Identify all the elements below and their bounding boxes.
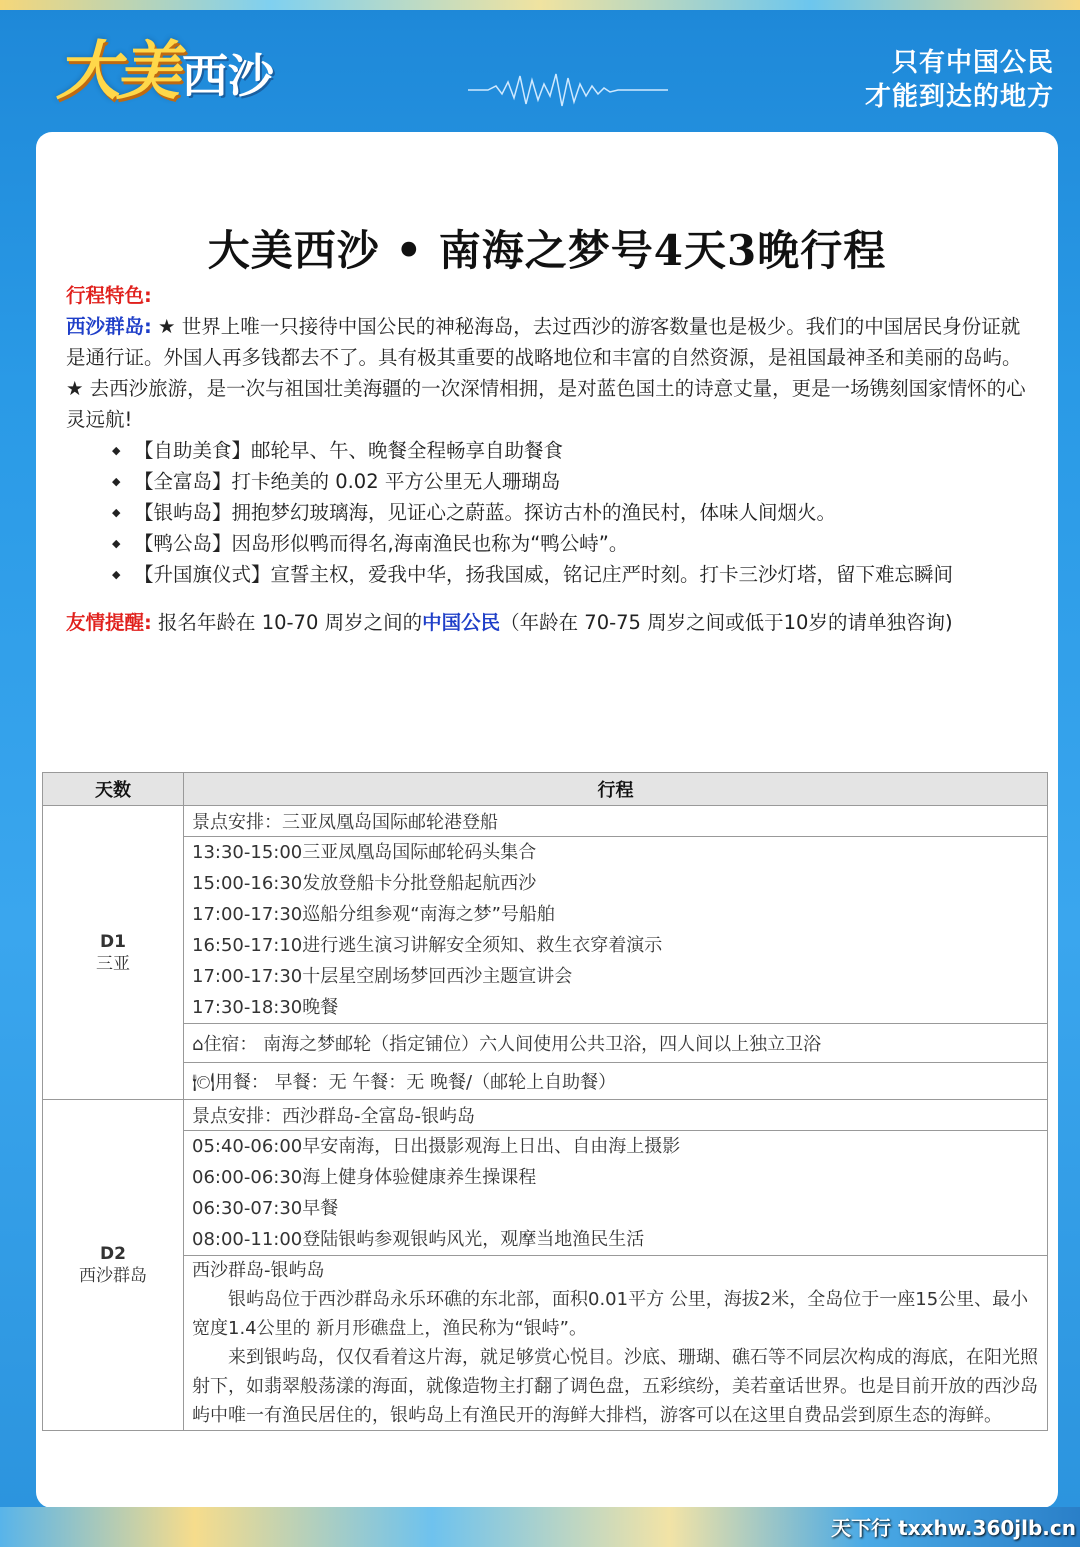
tip-label: 友情提醒: [66,611,152,634]
schedule-item: 13:30-15:00三亚凤凰岛国际邮轮码头集合 [192,842,537,863]
schedule-cell [184,837,1048,1024]
description-para1: 银屿岛位于西沙群岛永乐环礁的东北部，面积0.01平方 公里，海拔2米，全岛位于一座15公里、最小宽度1.4公里的 新月形礁盘上，渔民称为“银峙”。 [192,1289,1029,1339]
list-item: ◆ 【银屿岛】拥抱梦幻玻璃海，见证心之蔚蓝。探访古朴的渔民村，体味人间烟火。 [112,497,1026,528]
schedule-item: 05:40-06:00早安南海，日出摄影观海上日出、自由海上摄影 [192,1136,681,1157]
day-label: D2 [100,1244,126,1264]
logo-small-text: 西沙 [182,49,274,103]
tip-pre: 报名年龄在 10-70 周岁之间的 [151,611,423,634]
spots-cell: 景点安排：西沙群岛-全富岛-银屿岛 [184,1100,1048,1131]
features-label: 行程特色: [66,284,152,307]
friendly-tip [66,604,1026,641]
lodging-cell [184,1024,1048,1063]
logo-big-text: 大美 [56,34,176,109]
lodging-text: 住宿： 南海之梦邮轮（指定铺位）六人间使用公共卫浴，四人间以上独立卫浴 [203,1034,822,1055]
slogan [865,46,1054,114]
meals-cell [184,1063,1048,1100]
schedule-item: 17:00-17:30巡船分组参观“南海之梦”号船舶 [192,904,555,925]
table-row [43,1256,1048,1431]
description-para2: 来到银屿岛，仅仅看着这片海，就足够赏心悦目。沙底、珊瑚、礁石等不同层次构成的海底，在阳光照射下，如翡翠般荡漾的海面，就像造物主打翻了调色盘，五彩缤纷，美若童话世界。也是目前开放的西沙岛屿中唯一有渔民居住的，银屿岛上有渔民开的海鲜大排档，游客可以在这里自费品尝到原生态的海鲜。 [192,1347,1038,1426]
intro-para2: ★ 去西沙旅游，是一次与祖国壮美海疆的一次深情相拥，是对蓝色国土的诗意丈量，更是一场镌刻国家情怀的心灵远航! [66,377,1026,431]
list-item: ◆ 【自助美食】邮轮早、午、晚餐全程畅享自助餐食 [112,435,1026,466]
page-title: 大美西沙 • 南海之梦号4天3晚行程 [207,226,887,275]
table-row [43,806,1048,837]
section-subtitle: 西沙群岛-银屿岛 [192,1260,325,1281]
itinerary-card [36,132,1058,1508]
watermark: 天下行 txxhw.360jlb.cn [831,1516,1076,1540]
schedule-item: 06:00-06:30海上健身体验健康养生操课程 [192,1167,537,1188]
schedule-item: 08:00-11:00登陆银屿参观银屿风光，观摩当地渔民生活 [192,1229,645,1250]
highlight-list [66,435,1026,590]
brand-logo [56,32,274,112]
day-label: D1 [100,931,126,952]
spots-cell: 景点安排：三亚凤凰岛国际邮轮港登船 [184,806,1048,837]
slogan-line2: 才能到达的地方 [864,82,1054,112]
slogan-line1: 只有中国公民 [891,48,1054,78]
table-header-row [43,773,1048,806]
list-item: ◆ 【升国旗仪式】宣誓主权，爱我中华，扬我国威，铭记庄严时刻。打卡三沙灯塔，留下难忘瞬间 [112,559,1026,590]
meals-text: 用餐： 早餐：无 午餐：无 晚餐/（邮轮上自助餐） [214,1072,617,1093]
intro-section [66,280,1026,641]
schedule-item: 17:00-17:30十层星空剧场梦回西沙主题宣讲会 [192,966,573,987]
table-row [43,1100,1048,1131]
table-row [43,1131,1048,1256]
islands-label: 西沙群岛: [66,315,152,338]
day-place: 三亚 [96,953,130,974]
table-row [43,1063,1048,1100]
meal-icon: 🍽 [192,1072,215,1093]
house-icon: ⌂ [192,1034,204,1055]
list-item: ◆ 【鸭公岛】因岛形似鸭而得名,海南渔民也称为“鸭公峙”。 [112,528,1026,559]
itinerary-table [42,772,1048,1431]
sound-wave-decor [468,70,668,110]
table-row [43,1024,1048,1063]
top-decor-strip [0,0,1080,10]
tip-post: （年龄在 70-75 周岁之间或低于10岁的请单独咨询) [500,611,953,634]
schedule-cell [184,1131,1048,1256]
schedule-item: 06:30-07:30早餐 [192,1198,339,1219]
schedule-item: 17:30-18:30晚餐 [192,997,339,1018]
day-cell-d2 [43,1100,184,1431]
intro-para1: ★ 世界上唯一只接待中国公民的神秘海岛，去过西沙的游客数量也是极少。我们的中国居民身份证就是通行证。外国人再多钱都去不了。具有极其重要的战略地位和丰富的自然资源，是祖国最神圣和美丽的岛屿。 [66,315,1022,369]
col-day-header: 天数 [43,773,184,806]
schedule-item: 15:00-16:30发放登船卡分批登船起航西沙 [192,873,537,894]
col-itinerary-header: 行程 [184,773,1048,806]
list-item: ◆ 【全富岛】打卡绝美的 0.02 平方公里无人珊瑚岛 [112,466,1026,497]
day-cell-d1 [43,806,184,1100]
day-place: 西沙群岛 [79,1266,147,1286]
tip-highlight: 中国公民 [422,611,501,634]
table-row [43,837,1048,1024]
description-cell [184,1256,1048,1431]
schedule-item: 16:50-17:10进行逃生演习讲解安全须知、救生衣穿着演示 [192,935,663,956]
